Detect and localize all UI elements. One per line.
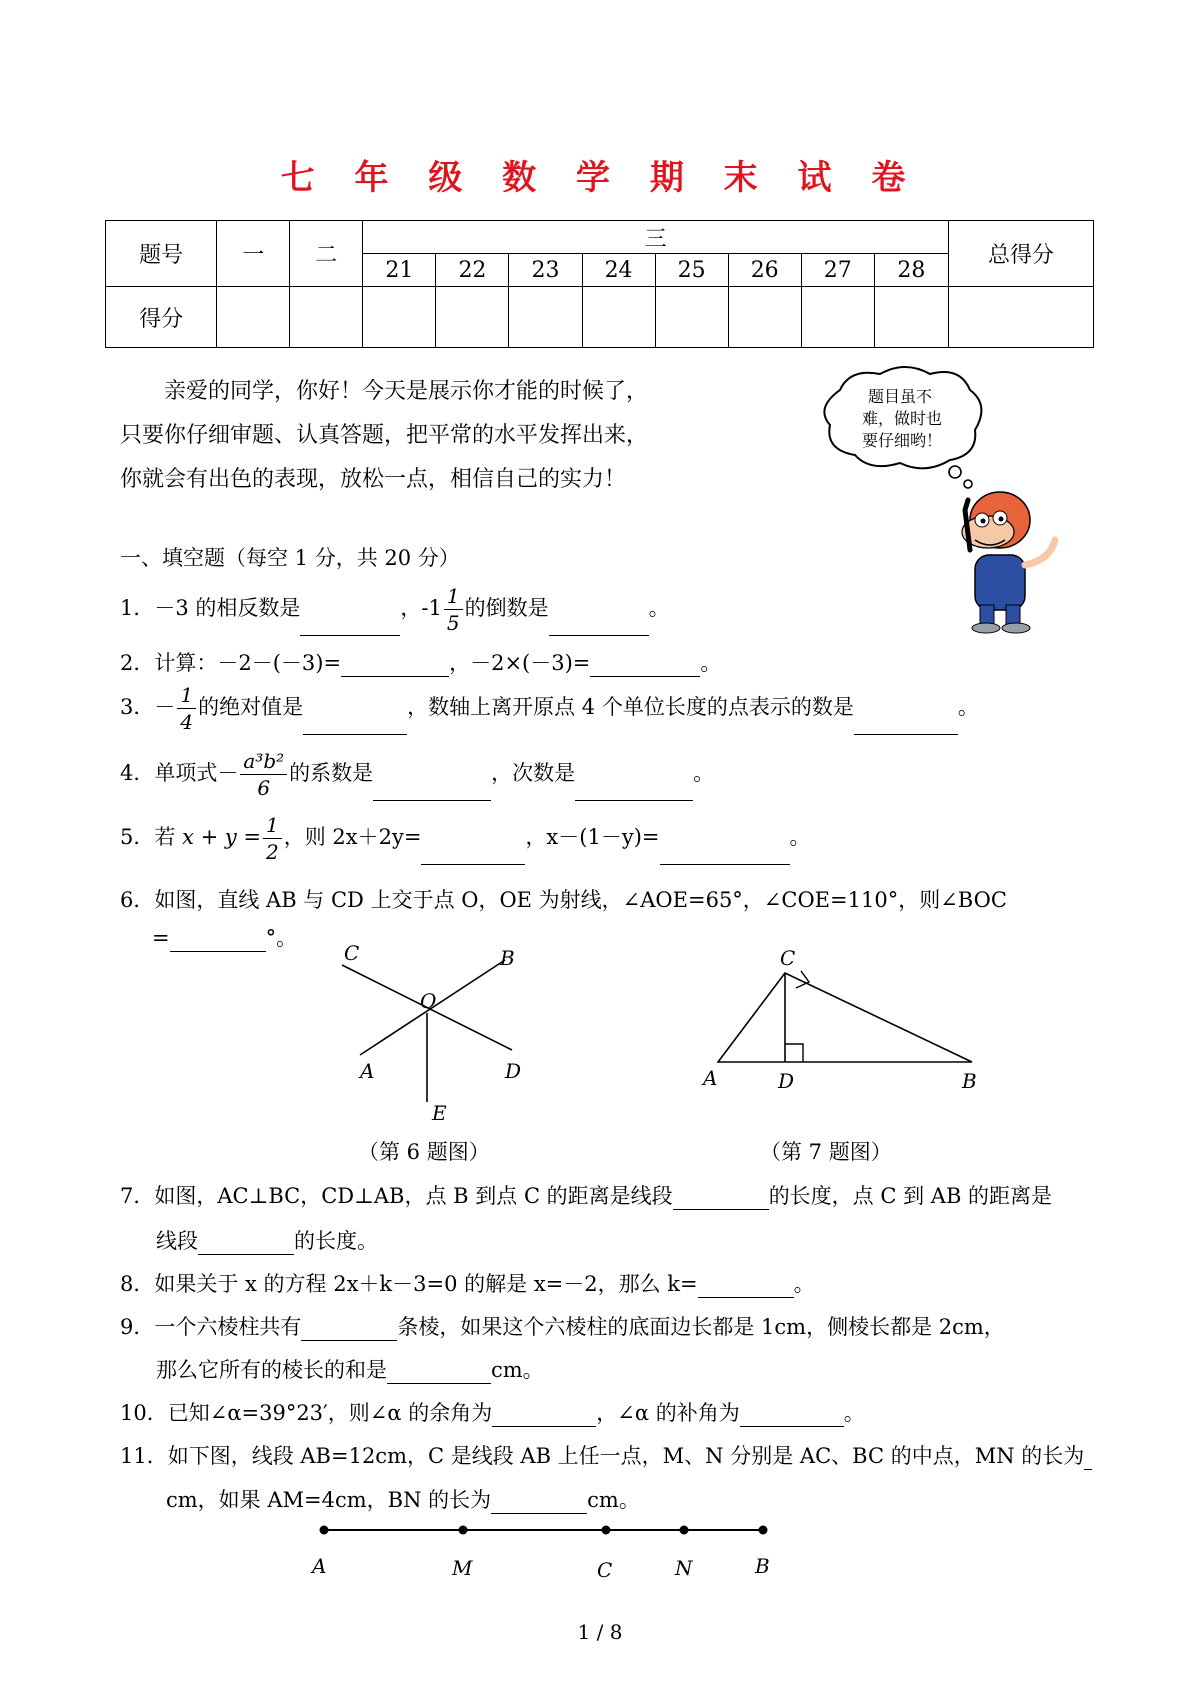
question-10 (120, 1397, 865, 1427)
header-q25: 25 (655, 254, 728, 287)
mascot-illustration (810, 360, 1060, 640)
q1-end: 。 (648, 596, 670, 620)
q2-end: 。 (700, 651, 722, 675)
score-cell[interactable] (801, 287, 874, 348)
q10-blank-2[interactable] (740, 1402, 844, 1427)
score-cell[interactable] (582, 287, 655, 348)
q5-text-a: 5．若 (120, 825, 176, 849)
right-angle-d (785, 1044, 803, 1062)
question-8 (120, 1268, 815, 1298)
intro-line-3: 你就会有出色的表现，放松一点，相信自己的实力！ (120, 467, 627, 492)
q5-text-c: ，x－(1－y)= (525, 825, 660, 849)
label-m: M (452, 1556, 473, 1580)
score-cell[interactable] (217, 287, 290, 348)
q5-expression: x + y = (182, 825, 261, 849)
score-cell[interactable] (363, 287, 436, 348)
q4-text-c: ，次数是 (491, 761, 576, 785)
header-q24: 24 (582, 254, 655, 287)
point-b (759, 1526, 768, 1535)
frac-denominator: 2 (266, 840, 279, 864)
point-n (680, 1526, 689, 1535)
q1-text-b: ，-1 (400, 596, 442, 620)
q3-text-c: ，数轴上离开原点 4 个单位长度的点表示的数是 (407, 695, 854, 719)
q7-blank-2[interactable] (198, 1230, 294, 1255)
bubble-line-3: 要仔细哟！ (861, 431, 943, 450)
q4-fraction (240, 748, 287, 801)
q2-blank-1[interactable] (341, 652, 449, 677)
question-7-line-1 (120, 1180, 1052, 1210)
label-b: B (500, 946, 515, 970)
q2-text-b: ，－2×(－3)= (449, 651, 591, 675)
q7-text-d: 的长度。 (294, 1229, 378, 1253)
q7-text-b: 的长度，点 C 到 AB 的距离是 (768, 1184, 1053, 1208)
header-part-3: 三 (363, 221, 949, 254)
question-1 (120, 583, 670, 636)
header-q28: 28 (874, 254, 948, 287)
q10-end: 。 (843, 1401, 865, 1425)
q11-text-c: cm。 (587, 1488, 640, 1512)
q5-end: 。 (789, 825, 811, 849)
figure-7 (700, 945, 990, 1120)
q9-text-a: 9．一个六棱柱共有 (120, 1315, 302, 1339)
score-cell[interactable] (874, 287, 948, 348)
label-n: N (675, 1556, 693, 1580)
q11-text-a: 11．如下图，线段 AB=12cm，C 是线段 AB 上任一点，M、N 分别是 AC、BC 的中点，MN 的长为 (120, 1444, 1085, 1468)
question-7-line-2 (156, 1225, 378, 1255)
bubble-line-2: 难，做时也 (861, 409, 943, 428)
question-6-line-1: 6．如图，直线 AB 与 CD 上交于点 O，OE 为射线，∠AOE=65°，∠COE=110°，则∠BOC (120, 888, 1007, 912)
label-a: A (312, 1554, 327, 1578)
q5-blank-2[interactable] (660, 840, 790, 865)
question-2 (120, 647, 721, 677)
frac-numerator: 1 (177, 682, 196, 709)
q5-text-b: ，则 2x＋2y= (283, 825, 422, 849)
header-q21: 21 (363, 254, 436, 287)
figure-6-caption: （第 6 题图） (358, 1140, 490, 1164)
label-d: D (505, 1059, 522, 1083)
question-9-line-1 (120, 1311, 1005, 1341)
q11-blank-1[interactable] (1084, 1445, 1092, 1470)
q1-blank-1[interactable] (300, 611, 400, 636)
question-4 (120, 748, 714, 801)
q5-blank-1[interactable] (421, 840, 525, 865)
score-cell[interactable] (509, 287, 582, 348)
q4-text-b: 的系数是 (289, 761, 374, 785)
label-b: B (962, 1069, 977, 1093)
score-cell-total[interactable] (948, 287, 1093, 348)
q2-text-a: 2．计算：－2－(－3)= (120, 651, 342, 675)
label-a: A (360, 1059, 375, 1083)
q7-blank-1[interactable] (673, 1185, 769, 1210)
q11-text-b: cm，如果 AM=4cm，BN 的长为 (166, 1488, 492, 1512)
score-cell[interactable] (655, 287, 728, 348)
header-tihao: 题号 (106, 221, 217, 287)
frac-numerator: 1 (444, 583, 463, 610)
q5-fraction (263, 812, 282, 865)
header-total: 总得分 (948, 221, 1093, 287)
frac-denominator: 5 (446, 611, 460, 635)
label-b: B (755, 1554, 770, 1578)
header-q22: 22 (436, 254, 509, 287)
q9-text-c: 那么它所有的棱长的和是 (156, 1358, 387, 1382)
figure-11-segment (300, 1510, 800, 1585)
intro-line-2: 只要你仔细审题、认真答题，把平常的水平发挥出来， (120, 423, 649, 448)
label-e: E (432, 1101, 447, 1125)
figure-7-caption: （第 7 题图） (760, 1140, 892, 1164)
question-5 (120, 812, 811, 865)
q8-blank[interactable] (698, 1273, 794, 1298)
q1-blank-2[interactable] (549, 611, 649, 636)
header-part-1: 一 (217, 221, 290, 287)
label-c: C (597, 1558, 613, 1582)
q7-text-a: 7．如图，AC⊥BC，CD⊥AB，点 B 到点 C 的距离是线段 (120, 1184, 673, 1208)
page-number: 1 / 8 (577, 1620, 623, 1644)
label-c: C (780, 946, 796, 970)
header-q23: 23 (509, 254, 582, 287)
q10-text-a: 10．已知∠α=39°23′，则∠α 的余角为 (120, 1401, 493, 1425)
q4-text-a: 4．单项式－ (120, 761, 239, 785)
score-cell[interactable] (436, 287, 509, 348)
question-11-line-1 (120, 1440, 1092, 1470)
q9-blank-1[interactable] (301, 1316, 397, 1341)
intro-text (120, 370, 760, 502)
q3-fraction (177, 682, 196, 735)
q6-blank[interactable] (170, 927, 266, 952)
q9-text-d: cm。 (491, 1358, 544, 1382)
q7-text-c: 线段 (156, 1229, 198, 1253)
point-c (602, 1526, 611, 1535)
intro-line-1: 亲爱的同学，你好！今天是展示你才能的时候了， (164, 379, 649, 404)
q1-text-a: 1．－3 的相反数是 (120, 596, 301, 620)
q9-text-b: 条棱，如果这个六棱柱的底面边长都是 1cm，侧棱长都是 2cm， (397, 1315, 1005, 1339)
q1-text-c: 的倒数是 (464, 596, 549, 620)
score-cell[interactable] (728, 287, 801, 348)
section-1-title: 一、填空题（每空 1 分，共 20 分） (120, 546, 460, 570)
q1-fraction (444, 583, 463, 636)
q6-text-b: °。 (265, 926, 298, 950)
q9-blank-2[interactable] (387, 1359, 491, 1384)
q2-blank-2[interactable] (590, 652, 700, 677)
label-a: A (703, 1066, 718, 1090)
score-cell[interactable] (290, 287, 363, 348)
header-q27: 27 (801, 254, 874, 287)
q3-blank-2[interactable] (854, 710, 958, 735)
frac-numerator: a³b² (240, 748, 287, 775)
q10-blank-1[interactable] (492, 1402, 596, 1427)
point-a (320, 1526, 329, 1535)
page-title: 七 年 级 数 学 期 末 试 卷 (280, 158, 920, 198)
question-6-line-2 (152, 922, 297, 952)
label-c: C (344, 941, 360, 965)
score-table (105, 220, 1094, 348)
point-m (459, 1526, 468, 1535)
q3-end: 。 (957, 695, 979, 719)
q6-text-a: = (152, 926, 170, 950)
triangle-abc (718, 973, 972, 1062)
label-o: O (420, 989, 437, 1013)
header-part-2: 二 (290, 221, 363, 287)
q4-blank-2[interactable] (575, 776, 693, 801)
bubble-line-1: 题目虽不 (867, 387, 933, 406)
q8-text-a: 8．如果关于 x 的方程 2x＋k－3=0 的解是 x=－2，那么 k= (120, 1272, 698, 1296)
q4-blank-1[interactable] (373, 776, 491, 801)
frac-denominator: 6 (257, 776, 271, 800)
header-q26: 26 (728, 254, 801, 287)
frac-numerator: 1 (263, 812, 282, 839)
figure-6 (330, 940, 550, 1125)
q4-end: 。 (693, 761, 715, 785)
label-d: D (778, 1069, 795, 1093)
question-3 (120, 682, 979, 735)
row-defen-label: 得分 (106, 287, 217, 348)
q3-blank-1[interactable] (303, 710, 407, 735)
question-9-line-2 (156, 1354, 544, 1384)
q10-text-b: ，∠α 的补角为 (596, 1401, 740, 1425)
q3-text-a: 3．－ (120, 695, 176, 719)
frac-denominator: 4 (180, 710, 194, 734)
q3-text-b: 的绝对值是 (198, 695, 304, 719)
q8-end: 。 (793, 1272, 815, 1296)
